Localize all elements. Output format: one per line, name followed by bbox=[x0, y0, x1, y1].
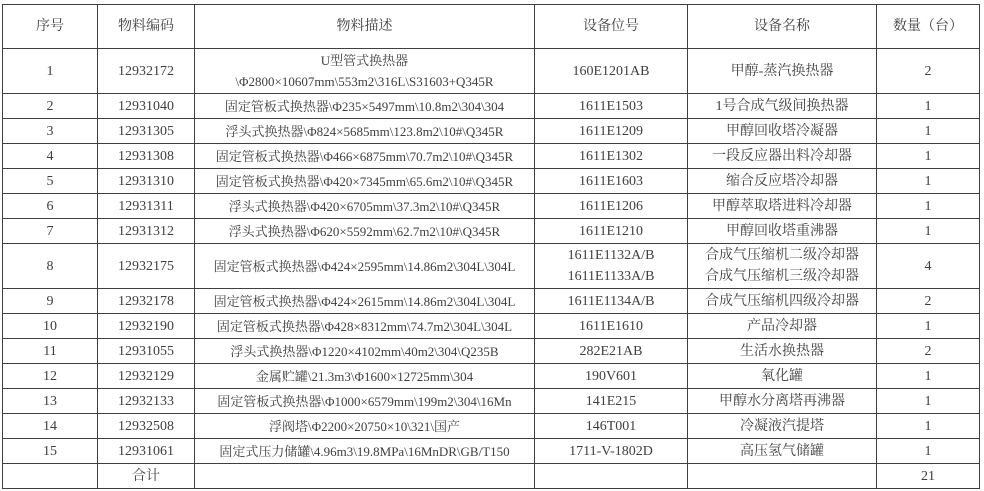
cell-code: 12931055 bbox=[98, 339, 195, 364]
cell-name: 甲醇回收塔重沸器 bbox=[688, 219, 877, 244]
cell-qty: 1 bbox=[877, 219, 980, 244]
cell-seq: 9 bbox=[3, 289, 98, 314]
cell-name: 高压氢气储罐 bbox=[688, 439, 877, 464]
header-row bbox=[3, 5, 980, 49]
footer-cell-label: 合计 bbox=[98, 464, 195, 489]
cell-line: 1611E1132A/B bbox=[567, 248, 655, 263]
footer-cell-name bbox=[688, 464, 877, 489]
cell-name: 甲醇回收塔冷凝器 bbox=[688, 119, 877, 144]
cell-seq: 6 bbox=[3, 194, 98, 219]
cell-code: 12932178 bbox=[98, 289, 195, 314]
cell-code: 12931308 bbox=[98, 144, 195, 169]
cell-code: 12931305 bbox=[98, 119, 195, 144]
header-cell-qty: 数量（台） bbox=[877, 5, 980, 49]
cell-tag bbox=[535, 244, 688, 289]
cell-tag: 1611E1610 bbox=[535, 314, 688, 339]
cell-seq: 14 bbox=[3, 414, 98, 439]
cell-seq: 7 bbox=[3, 219, 98, 244]
cell-seq: 5 bbox=[3, 169, 98, 194]
cell-code: 12931061 bbox=[98, 439, 195, 464]
cell-tag: 1711-V-1802D bbox=[535, 439, 688, 464]
cell-code: 12931310 bbox=[98, 169, 195, 194]
header-cell-seq: 序号 bbox=[3, 5, 98, 49]
cell-code: 12931312 bbox=[98, 219, 195, 244]
cell-seq: 10 bbox=[3, 314, 98, 339]
cell-seq: 4 bbox=[3, 144, 98, 169]
cell-desc: 固定式压力储罐\4.96m3\19.8MPa\16MnDR\GB/T150 bbox=[195, 439, 535, 464]
header-cell-name: 设备名称 bbox=[688, 5, 877, 49]
cell-tag: 1611E1206 bbox=[535, 194, 688, 219]
footer-cell-total: 21 bbox=[877, 464, 980, 489]
cell-qty: 1 bbox=[877, 364, 980, 389]
cell-tag: 1611E1134A/B bbox=[535, 289, 688, 314]
cell-name: 一段反应器出料冷却器 bbox=[688, 144, 877, 169]
table-row bbox=[3, 364, 980, 389]
table-body bbox=[3, 49, 980, 464]
cell-name: 1号合成气级间换热器 bbox=[688, 94, 877, 119]
cell-qty: 1 bbox=[877, 414, 980, 439]
cell-seq: 15 bbox=[3, 439, 98, 464]
cell-desc: 浮头式换热器\Φ620×5592mm\62.7m2\10#\Q345R bbox=[195, 219, 535, 244]
cell-desc: 浮头式换热器\Φ1220×4102mm\40m2\304\Q235B bbox=[195, 339, 535, 364]
cell-desc: 固定管板式换热器\Φ420×7345mm\65.6m2\10#\Q345R bbox=[195, 169, 535, 194]
table-row bbox=[3, 49, 980, 94]
footer-cell-desc bbox=[195, 464, 535, 489]
table-row bbox=[3, 169, 980, 194]
cell-line: 合成气压缩机三级冷却器 bbox=[705, 269, 859, 284]
cell-tag: 1611E1210 bbox=[535, 219, 688, 244]
cell-name: 甲醇-蒸汽换热器 bbox=[688, 49, 877, 94]
table-row bbox=[3, 339, 980, 364]
cell-name: 合成气压缩机四级冷却器 bbox=[688, 289, 877, 314]
cell-code: 12932190 bbox=[98, 314, 195, 339]
cell-tag: 146T001 bbox=[535, 414, 688, 439]
cell-seq: 13 bbox=[3, 389, 98, 414]
table-row bbox=[3, 94, 980, 119]
cell-code: 12932133 bbox=[98, 389, 195, 414]
cell-name bbox=[688, 244, 877, 289]
cell-tag: 190V601 bbox=[535, 364, 688, 389]
cell-qty: 2 bbox=[877, 289, 980, 314]
table-row bbox=[3, 289, 980, 314]
cell-name: 冷凝液汽提塔 bbox=[688, 414, 877, 439]
cell-tag: 141E215 bbox=[535, 389, 688, 414]
cell-qty: 1 bbox=[877, 144, 980, 169]
cell-qty: 1 bbox=[877, 439, 980, 464]
cell-line: 1611E1133A/B bbox=[567, 269, 655, 284]
cell-desc: 固定管板式换热器\Φ424×2615mm\14.86m2\304L\304L bbox=[195, 289, 535, 314]
cell-seq: 3 bbox=[3, 119, 98, 144]
cell-code: 12931311 bbox=[98, 194, 195, 219]
cell-name: 甲醇萃取塔进料冷却器 bbox=[688, 194, 877, 219]
cell-seq: 1 bbox=[3, 49, 98, 94]
cell-tag: 1611E1503 bbox=[535, 94, 688, 119]
header-cell-desc: 物料描述 bbox=[195, 5, 535, 49]
cell-code: 12931040 bbox=[98, 94, 195, 119]
table-row bbox=[3, 119, 980, 144]
cell-desc: 固定管板式换热器\Φ466×6875mm\70.7m2\10#\Q345R bbox=[195, 144, 535, 169]
table-row bbox=[3, 314, 980, 339]
cell-desc: 固定管板式换热器\Φ1000×6579mm\199m2\304\16Mn bbox=[195, 389, 535, 414]
cell-desc: 浮头式换热器\Φ824×5685mm\123.8m2\10#\Q345R bbox=[195, 119, 535, 144]
cell-name: 缩合反应塔冷却器 bbox=[688, 169, 877, 194]
cell-seq: 8 bbox=[3, 244, 98, 289]
cell-qty: 1 bbox=[877, 194, 980, 219]
cell-desc: 金属贮罐\21.3m3\Φ1600×12725mm\304 bbox=[195, 364, 535, 389]
table-row bbox=[3, 144, 980, 169]
cell-qty: 1 bbox=[877, 94, 980, 119]
cell-desc: 固定管板式换热器\Φ424×2595mm\14.86m2\304L\304L bbox=[195, 244, 535, 289]
cell-name: 甲醇水分离塔再沸器 bbox=[688, 389, 877, 414]
cell-qty: 1 bbox=[877, 169, 980, 194]
cell-code: 12932172 bbox=[98, 49, 195, 94]
cell-line: \Φ2800×10607mm\553m2\316L\S31603+Q345R bbox=[235, 74, 494, 89]
equipment-table bbox=[2, 4, 980, 489]
cell-tag: 1611E1603 bbox=[535, 169, 688, 194]
cell-qty: 1 bbox=[877, 389, 980, 414]
cell-name: 生活水换热器 bbox=[688, 339, 877, 364]
cell-desc: 固定管板式换热器\Φ235×5497mm\10.8m2\304\304 bbox=[195, 94, 535, 119]
cell-desc: 固定管板式换热器\Φ428×8312mm\74.7m2\304L\304L bbox=[195, 314, 535, 339]
table-row bbox=[3, 414, 980, 439]
footer-cell-seq bbox=[3, 464, 98, 489]
cell-qty: 1 bbox=[877, 314, 980, 339]
cell-line: 合成气压缩机二级冷却器 bbox=[705, 248, 859, 263]
cell-tag: 282E21AB bbox=[535, 339, 688, 364]
cell-seq: 12 bbox=[3, 364, 98, 389]
table-row bbox=[3, 194, 980, 219]
cell-line: U型管式换热器 bbox=[320, 53, 409, 68]
cell-qty: 4 bbox=[877, 244, 980, 289]
cell-seq: 11 bbox=[3, 339, 98, 364]
cell-qty: 1 bbox=[877, 119, 980, 144]
cell-code: 12932129 bbox=[98, 364, 195, 389]
cell-desc: 浮头式换热器\Φ420×6705mm\37.3m2\10#\Q345R bbox=[195, 194, 535, 219]
table-row bbox=[3, 219, 980, 244]
table-row bbox=[3, 244, 980, 289]
cell-tag: 1611E1209 bbox=[535, 119, 688, 144]
table-row bbox=[3, 439, 980, 464]
footer-row bbox=[3, 464, 980, 489]
cell-name: 产品冷却器 bbox=[688, 314, 877, 339]
cell-qty: 2 bbox=[877, 49, 980, 94]
cell-tag: 160E1201AB bbox=[535, 49, 688, 94]
cell-code: 12932508 bbox=[98, 414, 195, 439]
header-cell-tag: 设备位号 bbox=[535, 5, 688, 49]
cell-tag: 1611E1302 bbox=[535, 144, 688, 169]
table-row bbox=[3, 389, 980, 414]
header-cell-code: 物料编码 bbox=[98, 5, 195, 49]
cell-code: 12932175 bbox=[98, 244, 195, 289]
cell-seq: 2 bbox=[3, 94, 98, 119]
footer-cell-tag bbox=[535, 464, 688, 489]
cell-desc: 浮阀塔\Φ2200×20750×10\321\国产 bbox=[195, 414, 535, 439]
cell-name: 氧化罐 bbox=[688, 364, 877, 389]
cell-qty: 2 bbox=[877, 339, 980, 364]
cell-desc bbox=[195, 49, 535, 94]
